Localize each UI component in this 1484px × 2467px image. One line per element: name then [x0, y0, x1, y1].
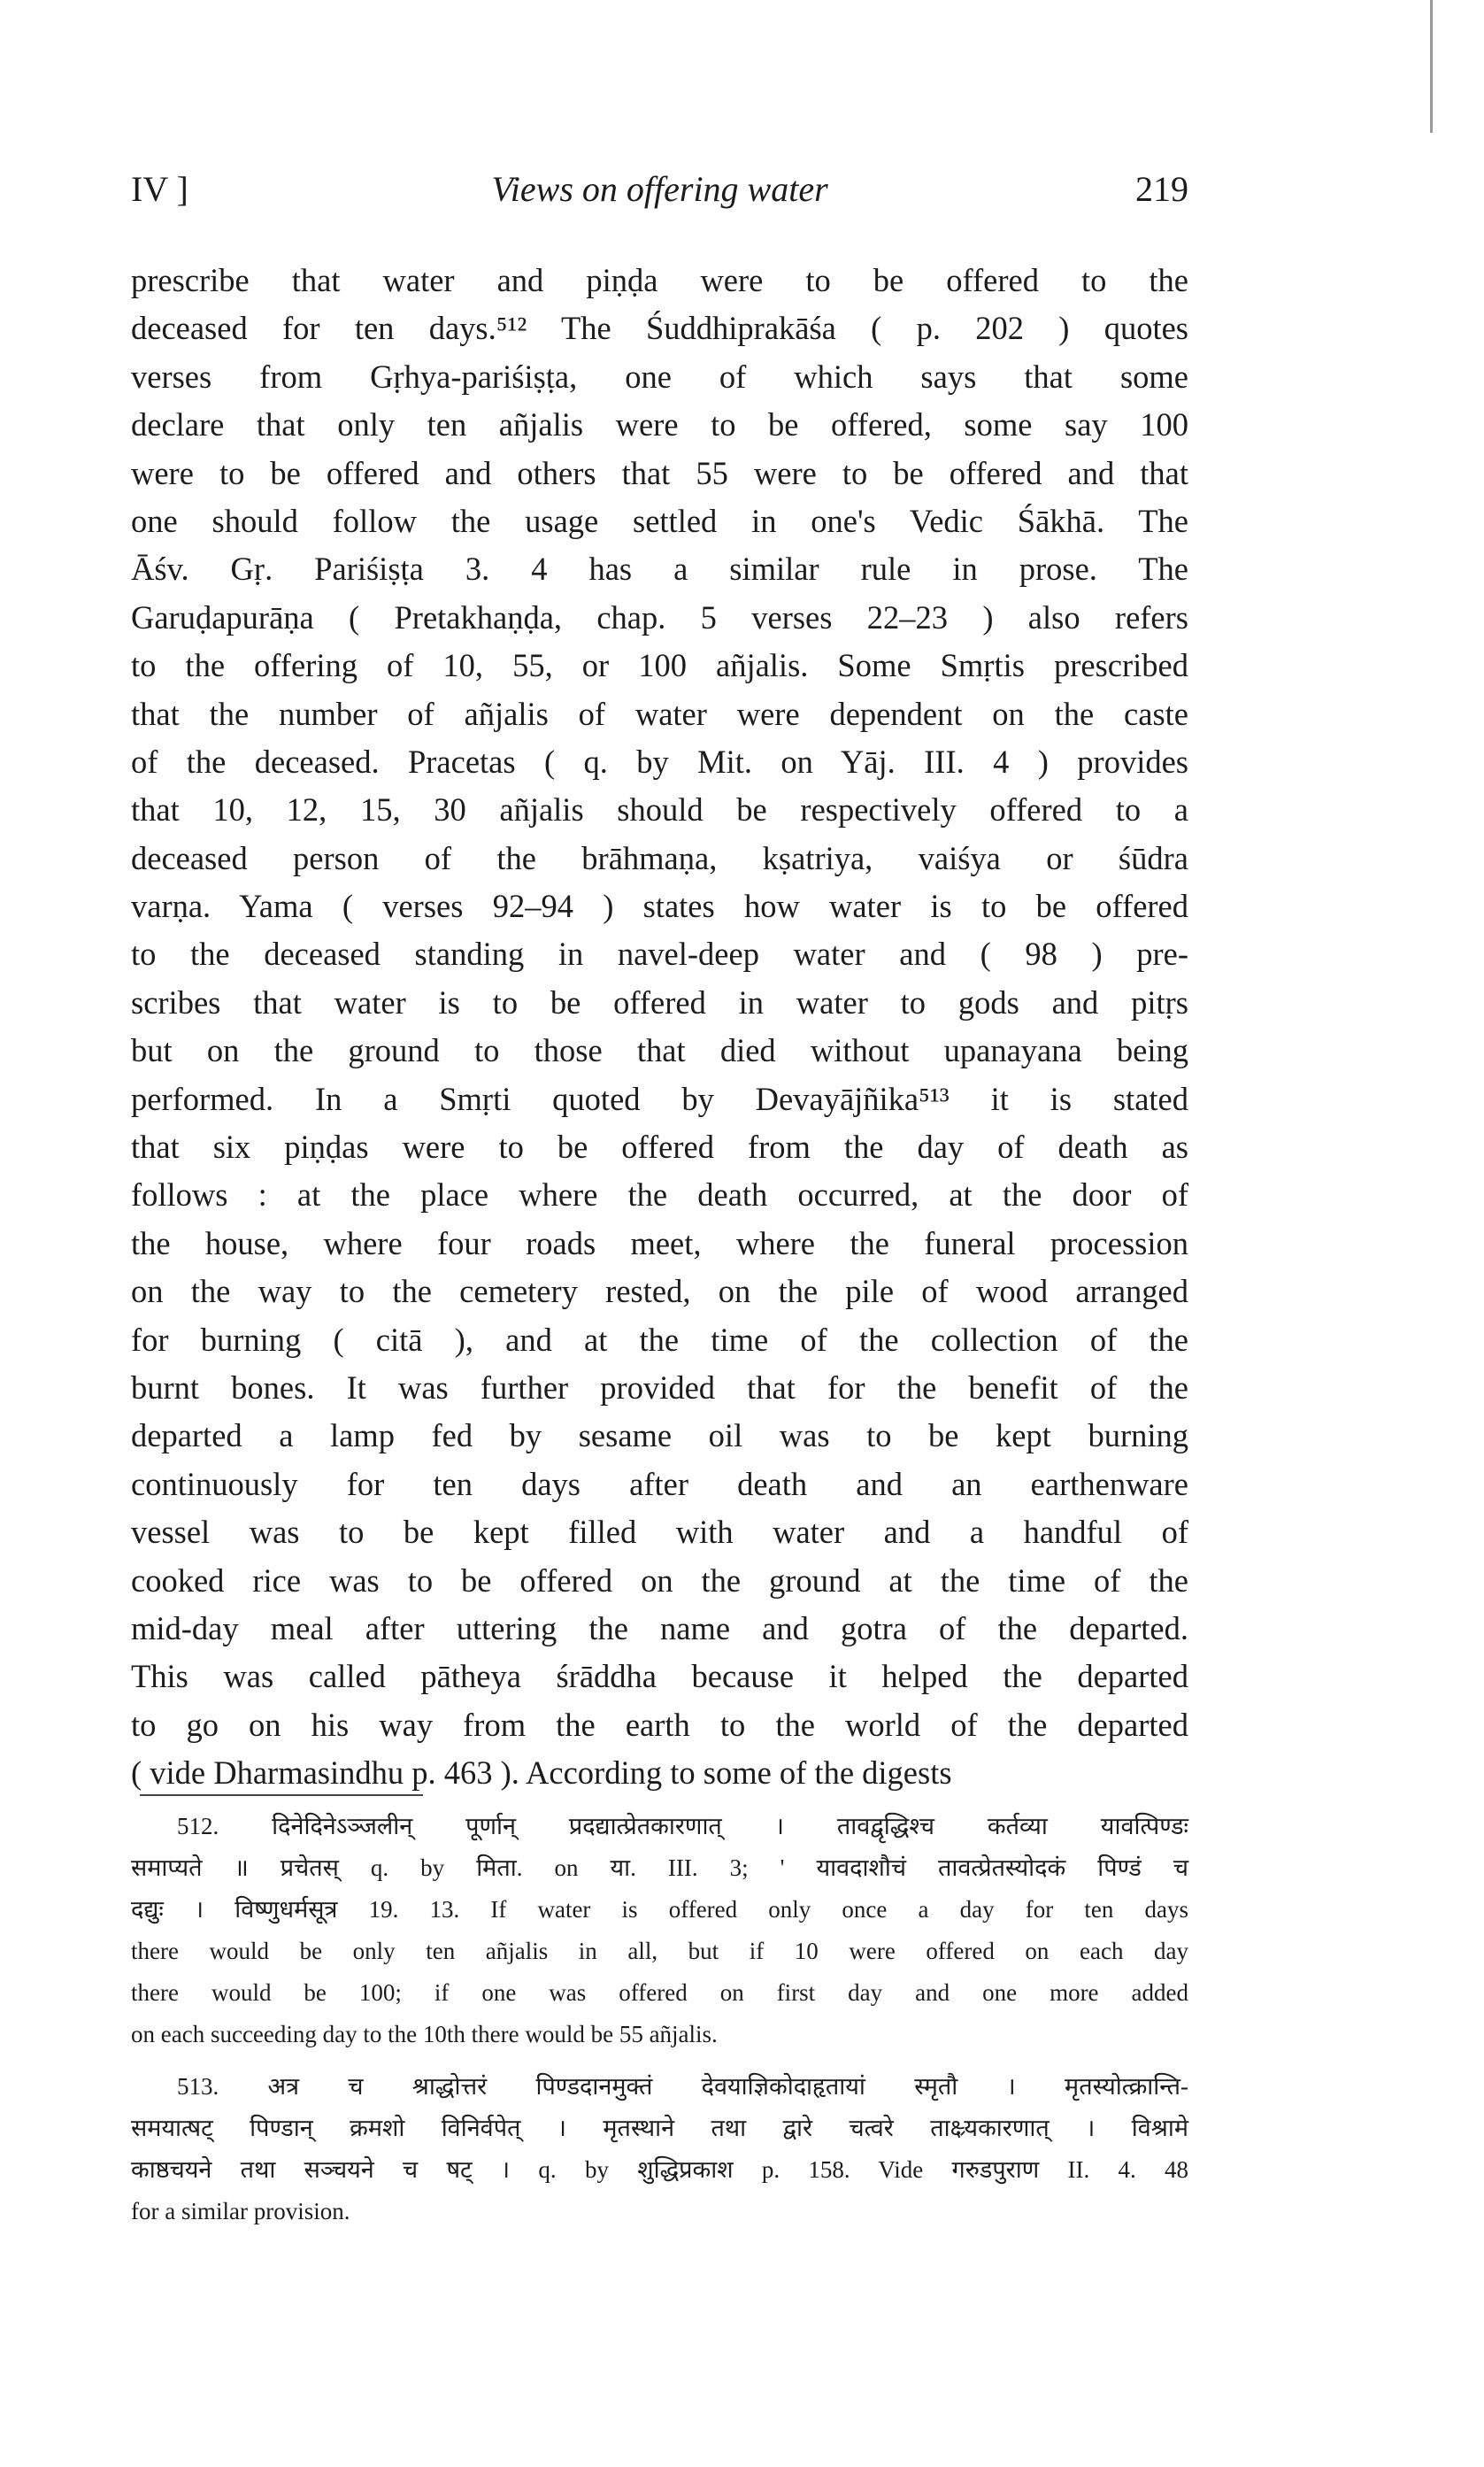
- text-line: one should follow the usage settled in one's Vedic Śākhā. The: [131, 502, 1188, 539]
- footnote-separator: [140, 1794, 423, 1796]
- text-line: that the number of añjalis of water were dependent on the caste: [131, 695, 1188, 732]
- footnote-line: समयात्षट् पिण्डान् क्रमशो विनिर्वपेत् । मृतस्थाने तथा द्वारे चत्वरे ताक्ष्र्यकारणात् । विश्रामे: [131, 2115, 1188, 2141]
- text-line: but on the ground to those that died without upanayana being: [131, 1032, 1188, 1069]
- text-line: Garuḍapurāṇa ( Pretakhaṇḍa, chap. 5 verses 22–23 ) also refers: [131, 598, 1188, 636]
- footnote-line: there would be 100; if one was offered on first day and one more added: [131, 1979, 1188, 2006]
- text-line: of the deceased. Pracetas ( q. by Mit. on Yāj. III. 4 ) provides: [131, 743, 1188, 780]
- page-edge-line: [1430, 0, 1433, 133]
- text-line: on the way to the cemetery rested, on the pile of wood arranged: [131, 1273, 1188, 1310]
- footnote-line: for a similar provision.: [131, 2198, 350, 2224]
- footnote: [131, 1806, 1188, 2055]
- text-line: This was called pātheya śrāddha because it helped the departed: [131, 1658, 1188, 1695]
- footnote-line: काष्ठचयने तथा सञ्चयने च षट् । q. by शुद्धिप्रकाश p. 158. Vide गरुडपुराण II. 4. 48: [131, 2156, 1188, 2183]
- footnote-line: दद्युः । विष्णुधर्मसूत्र 19. 13. If water is offered only once a day for ten days: [131, 1896, 1188, 1923]
- text-line: to the deceased standing in navel-deep water and ( 98 ) pre-: [131, 936, 1188, 973]
- page-number: 219: [1135, 169, 1188, 209]
- section-marker: IV ]: [131, 169, 188, 209]
- text-line: that six piṇḍas were to be offered from the day of death as: [131, 1129, 1188, 1166]
- text-line: continuously for ten days after death and an earthenware: [131, 1465, 1188, 1502]
- text-line: Āśv. Gṛ. Pariśiṣṭa 3. 4 has a similar rule in prose. The: [131, 551, 1188, 588]
- text-line: vessel was to be kept filled with water and a handful of: [131, 1514, 1188, 1551]
- text-line: prescribe that water and piṇḍa were to be offered to the: [131, 262, 1188, 298]
- running-header: [131, 168, 1188, 221]
- text-line: to the offering of 10, 55, or 100 añjalis. Some Smṛtis prescribed: [131, 647, 1188, 684]
- text-line: that 10, 12, 15, 30 añjalis should be respectively offered to a: [131, 791, 1188, 829]
- text-line: ( vide Dharmasindhu p. 463 ). According to some of the digests: [131, 1754, 952, 1792]
- text-line: the house, where four roads meet, where the funeral procession: [131, 1224, 1188, 1261]
- text-line: deceased for ten days.⁵¹² The Śuddhiprakāśa ( p. 202 ) quotes: [131, 310, 1188, 347]
- text-line: verses from Gṛhya-pariśiṣṭa, one of which says that some: [131, 358, 1188, 395]
- text-line: performed. In a Smṛti quoted by Devayājñika⁵¹³ it is stated: [131, 1080, 1188, 1117]
- text-line: departed a lamp fed by sesame oil was to be kept burning: [131, 1417, 1188, 1454]
- text-line: to go on his way from the earth to the world of the departed: [131, 1706, 1188, 1743]
- footnote-line: समाप्यते ॥ प्रचेतस् q. by मिता. on या. III. 3; ' यावदाशौचं तावत्प्रेतस्योदकं पिण्डं च: [131, 1854, 1188, 1881]
- footnote-line: 513. अत्र च श्राद्धोत्तरं पिण्डदानमुक्तं देवयाज्ञिकोदाहृतायां स्मृतौ । मृतस्योत्क्रान्ति-: [177, 2073, 1188, 2100]
- footnotes: [131, 1806, 1188, 2243]
- text-line: mid-day meal after uttering the name and gotra of the departed.: [131, 1609, 1188, 1646]
- text-line: varṇa. Yama ( verses 92–94 ) states how water is to be offered: [131, 888, 1188, 925]
- text-line: deceased person of the brāhmaṇa, kṣatriya, vaiśya or śūdra: [131, 839, 1188, 876]
- text-line: burnt bones. It was further provided that for the benefit of the: [131, 1368, 1188, 1406]
- text-line: for burning ( citā ), and at the time of the collection of the: [131, 1321, 1188, 1358]
- running-title: Views on offering water: [491, 169, 828, 209]
- text-line: scribes that water is to be offered in water to gods and pitṛs: [131, 983, 1188, 1021]
- footnote-line: there would be only ten añjalis in all, but if 10 were offered on each day: [131, 1938, 1188, 1964]
- footnote-line: 512. दिनेदिनेऽञ्जलीन् पूर्णान् प्रदद्यात्प्रेतकारणात् । तावद्वृद्धिश्च कर्तव्या यावत्पिण्डः: [177, 1813, 1188, 1839]
- text-line: declare that only ten añjalis were to be offered, some say 100: [131, 406, 1188, 443]
- main-text: [131, 257, 1188, 1798]
- text-line: were to be offered and others that 55 were to be offered and that: [131, 454, 1188, 491]
- text-line: follows : at the place where the death occurred, at the door of: [131, 1176, 1188, 1214]
- text-line: cooked rice was to be offered on the ground at the time of the: [131, 1561, 1188, 1599]
- footnote-line: on each succeeding day to the 10th there would be 55 añjalis.: [131, 2021, 718, 2047]
- footnote: [131, 2066, 1188, 2232]
